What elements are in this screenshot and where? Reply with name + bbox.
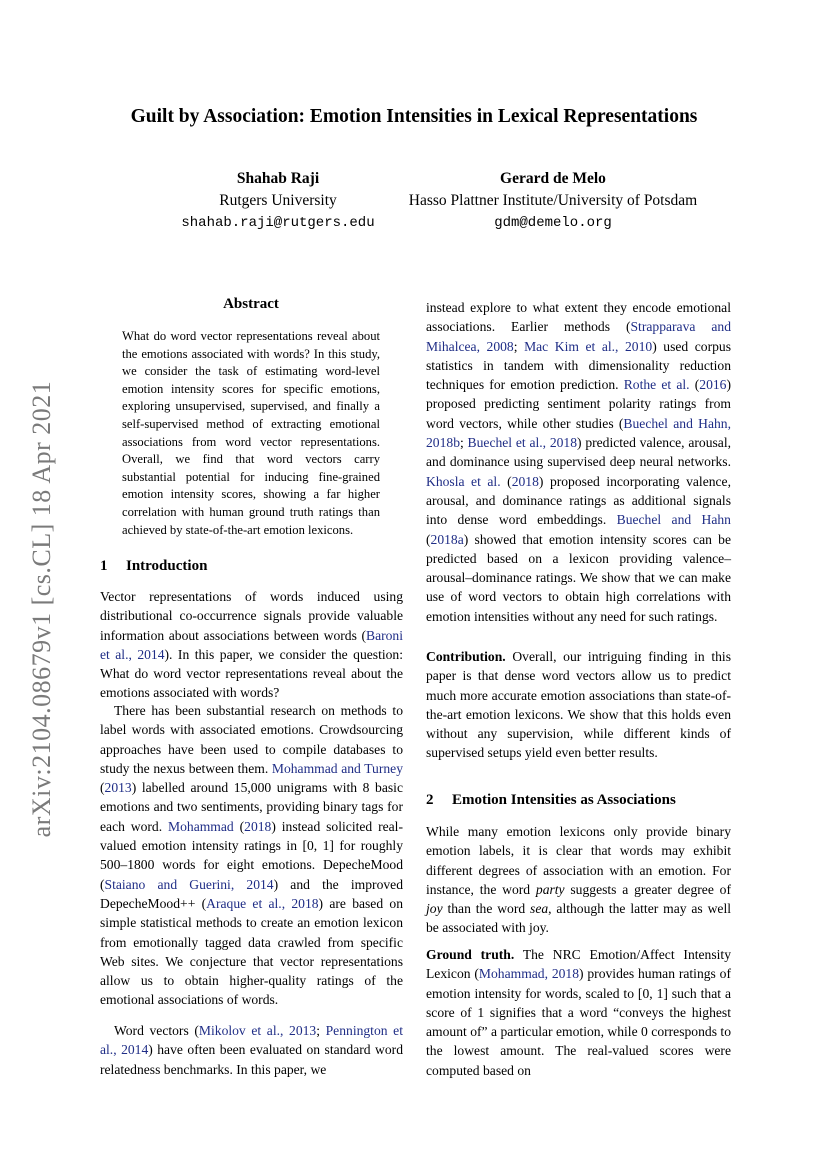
text-run: ( [100,780,105,796]
author-name: Gerard de Melo [500,170,606,187]
text-run: ) proposed incorporating valence, arousal, and dominance ratings as additional signals into dense word embeddings. [426,473,731,528]
text-run: ) proposed predicting sentiment polarity ratings from word vectors, while other studies ( [426,377,731,431]
text-run: There has been substantial research on methods to label words with associated emotions. Crowdsourcing approaches have been used to compile databases to study the nexus between them. [100,703,403,776]
text-run: instead explore to what extent they encode emotional associations. Earlier methods ( [426,300,731,335]
citation-link[interactable]: Buechel and Hahn [616,512,731,528]
paper-title: Guilt by Association: Emotion Intensities in Lexical Representations [130,106,698,127]
section-number: 2 [426,792,434,808]
intro-paragraph-1 [100,587,403,703]
intro-paragraph-3 [100,1021,403,1079]
citation-link[interactable]: Mohammad and Turney [271,760,403,776]
citation-link[interactable]: 2018 [244,818,272,834]
paragraph-heading: Contribution. [426,649,506,664]
abstract-text: What do word vector representations reveal about the emotions associated with words? In this study, we consider the task of estimating word-level emotion intensity scores for specific emotions, exploring unsupervised, supervised, and finally a self-supervised method of extracting emotional associations from word vector representations. Overall, we find that word vectors carry substantial potential for inducing fine-grained emotion intensity scores, showing a far higher correlation with human ground truth ratings than achieved by state-of-the-art emotion lexicons. [122,329,380,537]
citation-link[interactable]: Baroni et al., 2014 [100,627,403,662]
citation-link[interactable]: Mohammad [168,818,234,834]
section-heading-introduction [100,558,403,575]
text-run: suggests a greater degree of [564,881,731,897]
citation-link[interactable]: Buechel and Hahn, 2018b [426,415,731,451]
citation-link[interactable]: 2016 [699,377,727,393]
text-run: ) showed that emotion intensity scores can be predicted based on a lexicon providing valence–arousal–dominance ratings. We show that we can make use of word vectors to obtain high correlations with emotion intensities without any need for such ratings. [426,531,731,624]
citation-link[interactable]: Staiano and Guerini, 2014 [104,876,274,892]
text-run: ( [500,473,512,489]
text-run: ) used corpus statistics in tandem with dimensionality reduction techniques for emotion prediction. [426,338,731,393]
citation-link[interactable]: Strapparava and Mihalcea, 2008 [426,319,731,354]
author-affiliation: Hasso Plattner Institute/University of Potsdam [408,192,698,209]
text-run: ( [689,377,700,393]
section-number: 1 [100,558,108,574]
intro-paragraph-continued [426,298,731,626]
paragraph-heading: Ground truth. [426,947,515,962]
text-run: While many emotion lexicons only provide binary emotion labels, it is clear that words may exhibit different degrees of association with an emotion. For instance, the word [426,824,731,897]
text-run: ) provides human ratings of emotion intensity for words, scaled to [0, 1] such that a score of 1 signifies that a word “conveys the highest amount of” a particular emotion, while 0 corresponds to the lowest amount. The real-valued scores were computed based on [426,966,731,1078]
section-title: Emotion Intensities as Associations [452,792,676,808]
text-run: ; [513,338,525,354]
text-run: ). In this paper, we consider the question: What do word vector representations reveal about the emotions associated with words? [100,646,404,701]
italic-term: party [535,881,565,897]
text-run: Vector representations of words induced using distributional co-occurrence signals provide valuable information about associations between words ( [100,589,403,643]
arxiv-stamp [18,369,66,849]
text-run: Word vectors ( [114,1023,199,1038]
text-run: ) predicted valence, arousal, and dominance using supervised deep neural networks. [426,435,731,470]
text-run: ; [459,435,468,451]
section-heading-emotion-intensities [426,792,731,809]
contribution-paragraph [426,647,731,763]
citation-link[interactable]: Buechel et al., 2018 [467,435,578,451]
citation-link[interactable]: 2018a [430,531,464,547]
text-run: Overall, our intriguing finding in this paper is that dense word vectors allow us to predict much more accurate emotion associations than state-of-the-art emotion lexicons. We show that this holds even without any supervision, while different kinds of supervised setups yield even better results. [426,649,731,761]
author-email: shahab.raji@rutgers.edu [181,215,375,231]
text-run: than the word [442,901,531,917]
citation-link[interactable]: Pennington et al., 2014 [100,1023,403,1058]
text-run: ( [426,531,431,547]
italic-term: joy [426,901,443,917]
italic-term: sea [530,901,549,917]
author-block-1 [160,168,396,234]
citation-link[interactable]: 2013 [104,780,132,796]
citation-link[interactable]: Khosla et al. [426,473,501,489]
author-affiliation: Rutgers University [219,192,337,209]
citation-link[interactable]: Mac Kim et al., 2010 [524,338,653,354]
intro-paragraph-2 [100,701,403,1010]
ground-truth-paragraph [426,945,731,1080]
citation-link[interactable]: Mikolov et al., 2013 [198,1023,317,1038]
author-block-2 [388,168,718,234]
text-run: ) labelled around 15,000 unigrams with 8 basic emotions and two sentiments, providing binary tags for each word. [100,780,403,834]
text-run: ) are based on simple statistical methods to create an emotion lexicon from emotionally tagged data crawled from specific Web sites. We conjecture that vector representations allow us to obtain higher-quality ratings of the emotional associations of words. [100,895,403,1008]
text-run: ) and the improved DepecheMood++ ( [100,876,403,911]
citation-link[interactable]: Araque et al., 2018 [206,895,319,911]
citation-link[interactable]: 2018 [511,473,539,489]
text-run: , although the latter may as well be associated with joy. [426,901,731,936]
text-run: ) instead solicited real-valued emotion intensity ratings in [0, 1] for roughly 500–1800 words for eight emotions. DepecheMood ( [100,818,403,892]
citation-link[interactable]: Mohammad, 2018 [478,966,580,982]
author-email: gdm@demelo.org [494,215,612,231]
emotion-paragraph-1 [426,822,731,938]
abstract-heading: Abstract [223,296,279,312]
text-run: ; [316,1023,326,1038]
arxiv-identifier: arXiv:2104.08679v1 [cs.CL] 18 Apr 2021 [27,380,56,838]
text-run: ) have often been evaluated on standard word relatedness benchmarks. In this paper, we [100,1042,403,1077]
text-run: The NRC Emotion/Affect Intensity Lexicon ( [426,947,731,982]
author-name: Shahab Raji [236,170,320,187]
text-run: ( [233,818,245,834]
citation-link[interactable]: Rothe et al. [623,377,690,393]
section-title: Introduction [126,558,208,574]
